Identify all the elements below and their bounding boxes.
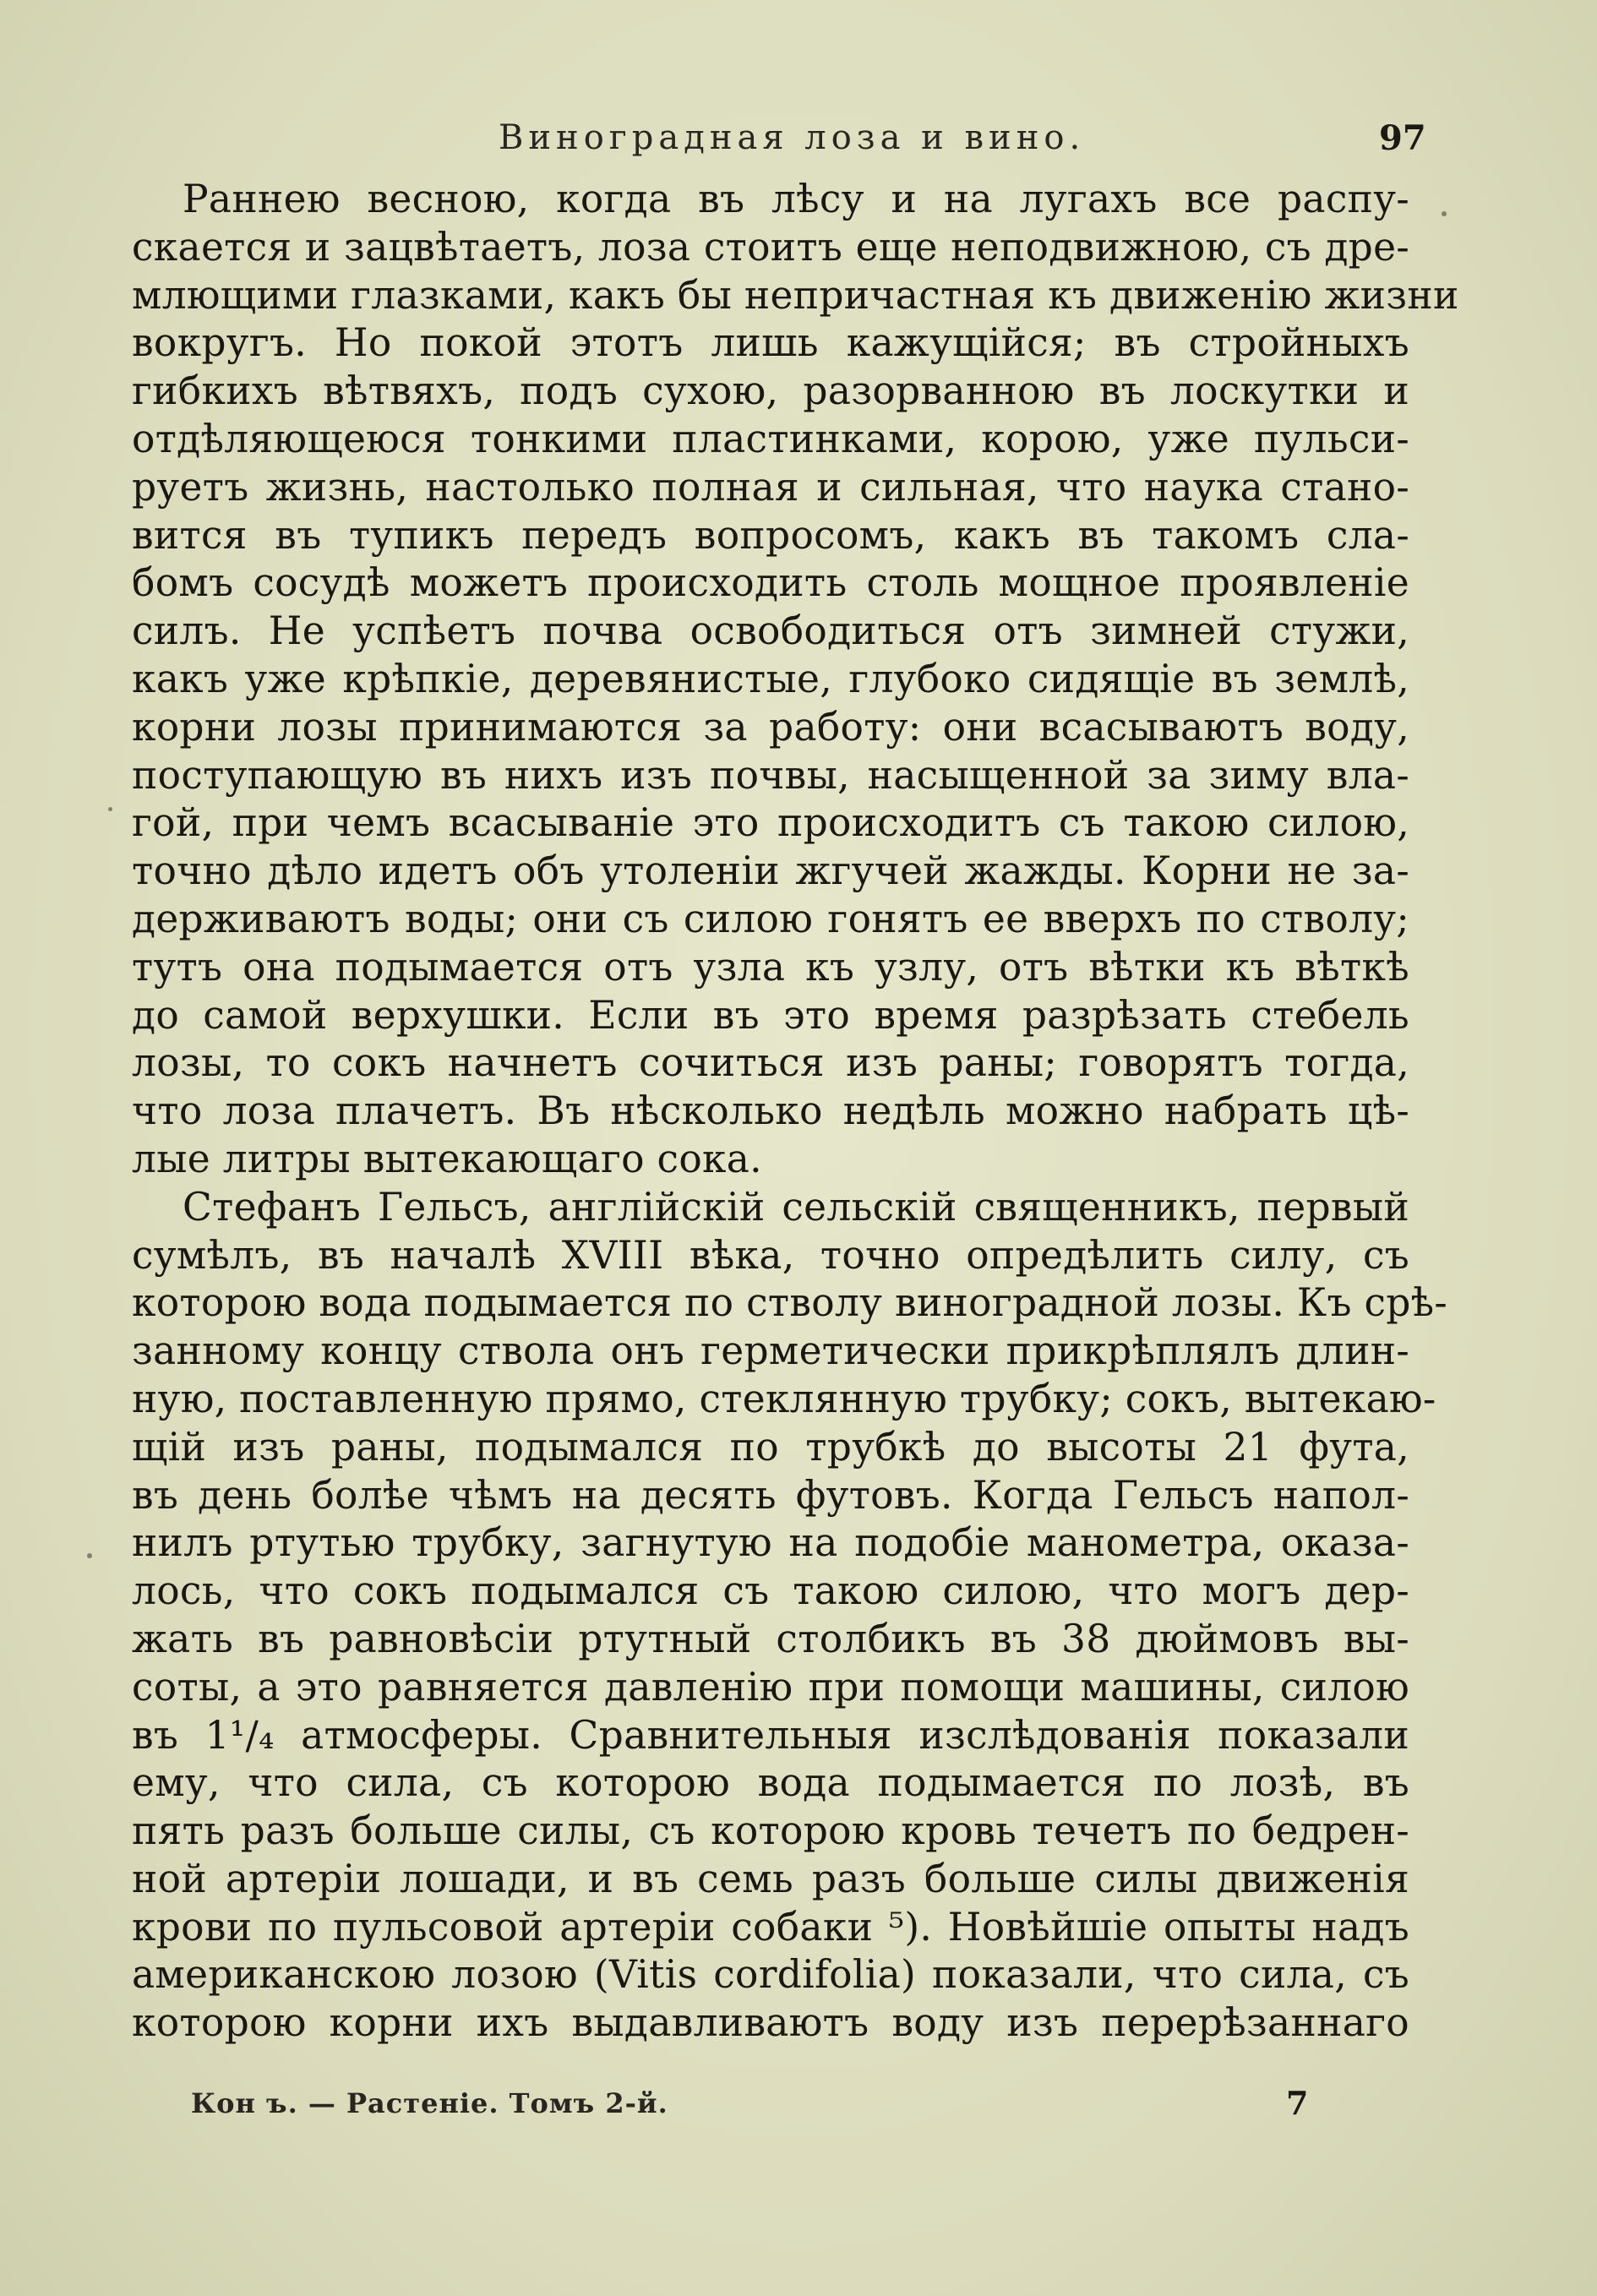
body-text [132,176,1459,2048]
paper-speck [1442,211,1447,216]
paragraph-1 [132,176,1459,1184]
text-line: гибкихъ вѣтвяхъ, подъ сухою, разорванною въ лоскутки и [132,368,1409,414]
text-line: скается и зацвѣтаетъ, лоза стоитъ еще неподвижною, съ дре- [132,224,1409,270]
text-line: корни лозы принимаются за работу: они всасываютъ воду, [132,704,1409,750]
text-line: пять разъ больше силы, съ которою кровь течетъ по бедрен- [132,1808,1409,1854]
page-number: 97 [1379,118,1426,158]
running-head [0,118,1597,169]
text-line: занному концу ствола онъ герметически прикрѣплялъ длин- [132,1328,1409,1374]
text-line: держиваютъ воды; они съ силою гонятъ ее вверхъ по стволу; [132,896,1409,941]
text-line: до самой верхушки. Если въ это время разрѣзать стебель [132,992,1409,1038]
text-line: тутъ она подымается отъ узла къ узлу, отъ вѣтки къ вѣткѣ [132,944,1409,990]
text-line: щій изъ раны, подымался по трубкѣ до высоты 21 фута, [132,1424,1409,1470]
text-line: гой, при чемъ всасываніе это происходитъ съ такою силою, [132,800,1409,846]
printer-signature: Кон ъ. — Растеніе. Томъ 2-й. [191,2087,668,2119]
text-line: Раннею весною, когда въ лѣсу и на лугахъ все распу- [183,177,1409,221]
text-line: вокругъ. Но покой этотъ лишь кажущійся; въ стройныхъ [132,320,1409,366]
text-line: которою вода подымается по стволу виноградной лозы. Къ срѣ- [132,1280,1448,1326]
text-line: точно дѣло идетъ объ утоленіи жгучей жажды. Корни не за- [132,848,1409,894]
text-line: сумѣлъ, въ началѣ XVIII вѣка, точно опредѣлить силу, съ [132,1232,1409,1278]
text-line: которою корни ихъ выдавливаютъ воду изъ перерѣзаннаго [132,2000,1409,2046]
text-line: поступающую въ нихъ изъ почвы, насыщенной за зиму вла- [132,752,1409,798]
text-line: отдѣляющеюся тонкими пластинками, корою, уже пульси- [132,416,1409,461]
running-head-title: Виноградная лоза и вино. [499,118,1086,157]
text-line: какъ уже крѣпкіе, деревянистые, глубоко сидящіе въ землѣ, [132,656,1409,701]
text-line: вится въ тупикъ передъ вопросомъ, какъ въ такомъ сла- [132,512,1409,558]
text-line: ной артеріи лошади, и въ семь разъ больше силы движенія [132,1856,1409,1901]
paper-speck [108,807,112,811]
sheet-number: 7 [1286,2084,1309,2122]
text-line: нилъ ртутью трубку, загнутую на подобіе манометра, оказа- [132,1520,1409,1566]
text-line: лозы, то сокъ начнетъ сочиться изъ раны; говорятъ тогда, [132,1040,1409,1086]
paragraph-2 [132,1184,1448,2048]
text-line: лось, что сокъ подымался съ такою силою, что могъ дер- [132,1568,1409,1614]
text-line: лые литры вытекающаго сока. [132,1136,762,1181]
paper-speck [87,1553,92,1558]
text-line: млющими глазками, какъ бы непричастная къ движенію жизни [132,272,1459,318]
text-line: ему, что сила, съ которою вода подымается по лозѣ, въ [132,1760,1409,1806]
text-line: въ 1¹/₄ атмосферы. Сравнительныя изслѣдованія показали [132,1712,1409,1758]
text-line: американскою лозою (Vitis cordifolia) показали, что сила, съ [132,1952,1409,1998]
text-line: Стефанъ Гельсъ, англійскій сельскій священникъ, первый [183,1184,1409,1230]
text-line: крови по пульсовой артеріи собаки ⁵). Новѣйшіе опыты надъ [132,1904,1409,1950]
text-line: руетъ жизнь, настолько полная и сильная, что наука стано- [132,464,1409,510]
text-line: что лоза плачетъ. Въ нѣсколько недѣль можно набрать цѣ- [132,1088,1409,1134]
text-line: бомъ сосудѣ можетъ происходить столь мощное проявленіе [132,560,1409,606]
text-line: въ день болѣе чѣмъ на десять футовъ. Когда Гельсъ напол- [132,1472,1409,1518]
text-line: жать въ равновѣсіи ртутный столбикъ въ 38 дюймовъ вы- [132,1616,1409,1661]
text-line: ную, поставленную прямо, стеклянную трубку; сокъ, вытекаю- [132,1376,1436,1421]
text-line: силъ. Не успѣетъ почва освободиться отъ зимней стужи, [132,608,1409,654]
text-line: соты, а это равняется давленію при помощи машины, силою [132,1664,1409,1710]
